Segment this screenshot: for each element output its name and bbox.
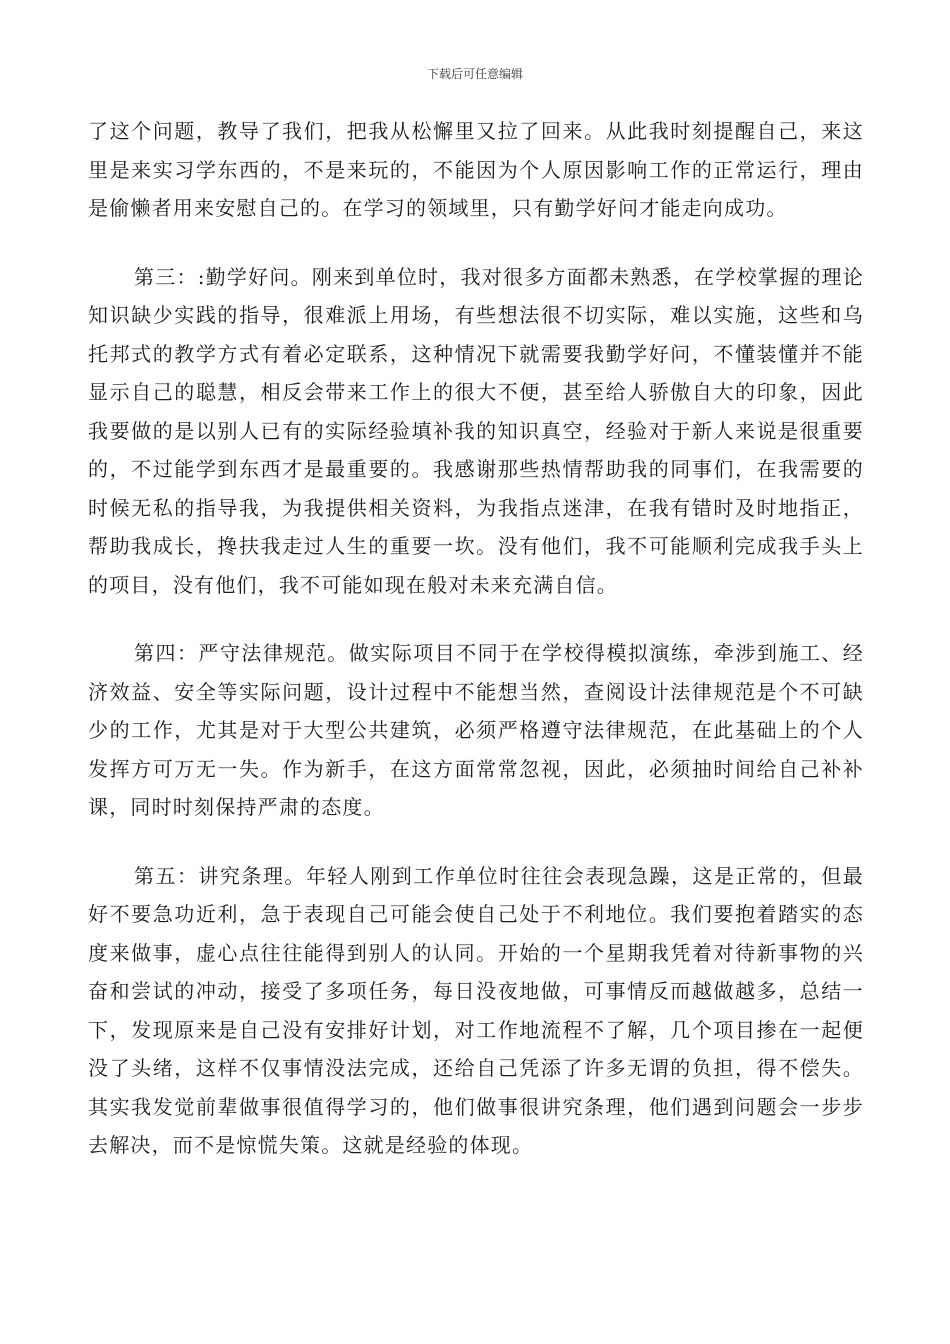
paragraph-fourth-point: 第四：严守法律规范。做实际项目不同于在学校得模拟演练，牵涉到施工、经济效益、安全等实际问题，设计过程中不能想当然，查阅设计法律规范是个不可缺少的工作，尤其是对于大型公共建筑，必须严格遵守法律规范，在此基础上的个人发挥方可万无一失。作为新手，在这方面常常忽视，因此，必须抽时间给自己补补课，同时时刻保持严肃的态度。 [88, 641, 864, 819]
paragraph-continuation: 了这个问题，教导了我们，把我从松懈里又拉了回来。从此我时刻提醒自己，来这里是来实习学东西的，不是来玩的，不能因为个人原因影响工作的正常运行，理由是偷懒者用来安慰自己的。在学习的领域里，只有勤学好问才能走向成功。 [88, 119, 864, 220]
paragraph-third-point: 第三：:勤学好问。刚来到单位时，我对很多方面都未熟悉，在学校掌握的理论知识缺少实践的指导，很难派上用场，有些想法很不切实际，难以实施，这些和乌托邦式的教学方式有着必定联系，这种情况下就需要我勤学好问，不懂装懂并不能显示自己的聪慧，相反会带来工作上的很大不便，甚至给人骄傲自大的印象，因此我要做的是以别人已有的实际经验填补我的知识真空，经验对于新人来说是很重要的，不过能学到东西才是最重要的。我感谢那些热情帮助我的同事们，在我需要的时候无私的指导我，为我提供相关资料，为我指点迷津，在我有错时及时地指正，帮助我成长，搀扶我走过人生的重要一坎。没有他们，我不可能顺利完成我手头上的项目，没有他们，我不可能如现在般对未来充满自信。 [88, 264, 864, 597]
paragraph-fifth-point: 第五：讲究条理。年轻人刚到工作单位时往往会表现急躁，这是正常的，但最好不要急功近利，急于表现自己可能会使自己处于不利地位。我们要抱着踏实的态度来做事，虚心点往往能得到别人的认同。开始的一个星期我凭着对待新事物的兴奋和尝试的冲动，接受了多项任务，每日没夜地做，可事情反而越做越多，总结一下，发现原来是自己没有安排好计划，对工作地流程不了解，几个项目掺在一起便没了头绪，这样不仅事情没法完成，还给自己凭添了许多无谓的负担，得不偿失。其实我发觉前辈做事很值得学习的，他们做事很讲究条理，他们遇到问题会一步步去解决，而不是惊慌失策。这就是经验的体现。 [88, 863, 864, 1157]
document-body [88, 112, 864, 1195]
page-header: 下载后可任意编辑 [426, 67, 523, 81]
